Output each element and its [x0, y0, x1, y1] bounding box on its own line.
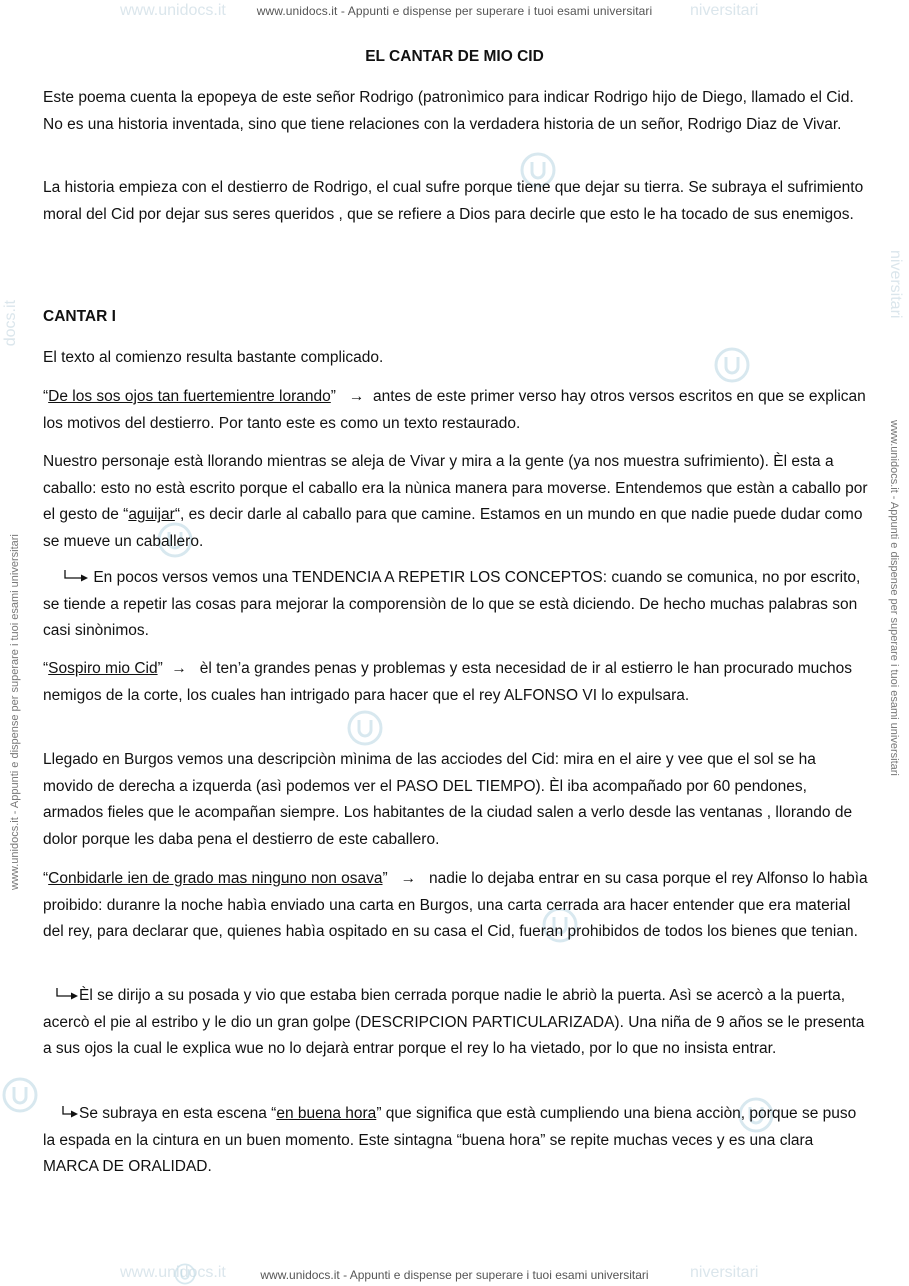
arrow-right-icon: →: [171, 660, 187, 677]
watermark-ghost-text: niversitari: [887, 250, 904, 319]
watermark-header: www.unidocs.it - Appunti e dispense per superare i tuoi esami universitari: [256, 4, 653, 18]
paragraph-burgos: Llegado en Burgos vemos una descripciòn mìnima de las acciodes del Cid: mira en el aire y vee que el sol se ha movido de derecha a izquerda (asì podemos ver el PASO DEL TIEMPO). Èl iba acompañado por 60 pendones, armados fieles que le acompañan siempre. Los habitantes de la ciudad salen a verlo desde las ventanas , llorando de dolor porque les daba pena el destierro de este caballero.: [43, 751, 853, 848]
open-quote: “: [43, 388, 49, 405]
paragraph-text: nadie lo dejaba entrar en su casa porque el rey Alfonso lo habìa proibido: duranre la noche habìa enviado una carta en Burgos, una carta cerrada ara hacer entender que era material del rey, para declarar que, quienes habìa ospitado en su casa el Cid, fueran prohibidos de todos los bienes que tenian.: [43, 870, 868, 941]
watermark-ghost-text: niversitari: [690, 2, 759, 19]
open-quote: “: [43, 660, 49, 677]
paragraph-quote-sospiro: [43, 656, 869, 709]
paragraph-text: Se subraya en esta escena “: [79, 1105, 277, 1122]
elbow-arrow-icon: [43, 988, 79, 1002]
paragraph-buena-hora: [43, 1101, 869, 1181]
paragraph-llorando: [43, 449, 869, 555]
paragraph-text: Èl se dirijo a su posada y vio que estaba bien cerrada porque nadie le abriò la puerta. Asì se acercò a la puerta, acercò el pie al estribo y le dio un gran golpe (DESCRIPCION PARTICULARIZADA). Una niña de 9 años se le presenta a sus ojos la cual le explica wue no lo dejarà entrar porque el rey lo ha vietado, por lo que no insista entrar.: [43, 987, 865, 1058]
paragraph-text: antes de este primer verso hay otros versos escritos en que se explican los motivos del destierro. Por tanto este es como un texto restaurado.: [43, 388, 866, 432]
quoted-verse: Sospiro mio Cid: [48, 660, 158, 677]
underlined-term: en buena hora: [276, 1105, 377, 1122]
watermark-side-right: www.unidocs.it - Appunti e dispense per superare i tuoi esami universitari: [888, 420, 900, 776]
unidocs-logo-icon: [0, 1075, 40, 1115]
paragraph-quote-ojos: [43, 384, 869, 437]
intro-paragraph: Este poema cuenta la epopeya de este señor Rodrigo (patronìmico para indicar Rodrigo hijo de Diego, llamado el Cid. No es una historia inventada, sino que tiene relaciones con la verdadera historia de un señor, Rodrigo Diaz de Vivar.: [43, 89, 854, 133]
arrow-right-icon: →: [348, 388, 365, 405]
elbow-arrow-icon: [43, 570, 89, 584]
paragraph-text: En pocos versos vemos una TENDENCIA A REPETIR LOS CONCEPTOS: cuando se comunica, no por escrito, se tiende a repetir las cosas para mejorar la comporensiòn de lo que se està diciendo. De hecho muchas palabras son casi sinònimos.: [43, 569, 861, 640]
watermark-footer: www.unidocs.it - Appunti e dispense per superare i tuoi esami universitari: [260, 1268, 649, 1282]
close-quote: ”: [157, 660, 163, 677]
paragraph-text: ” que significa que està cumpliendo una biena acciòn, porque se puso la espada en la cintura en un buen momento. Este sintagna “buena hora” se repite muchas veces y es una clara MARCA DE ORALIDAD.: [43, 1105, 857, 1176]
open-quote: “: [43, 870, 49, 887]
close-quote: ”: [382, 870, 388, 887]
quoted-verse: De los sos ojos tan fuertemientre lorando: [48, 388, 331, 405]
paragraph-quote-conbidarle: [43, 866, 869, 946]
document-title: EL CANTAR DE MIO CID: [365, 48, 544, 65]
section-heading: CANTAR I: [43, 308, 116, 325]
paragraph-posada: [43, 983, 869, 1063]
underlined-term: aguijar: [128, 506, 175, 524]
paragraph-complicado: El texto al comienzo resulta bastante complicado.: [43, 349, 384, 366]
watermark-ghost-text: docs.it: [2, 300, 19, 347]
elbow-arrow-icon: [43, 1106, 79, 1120]
paragraph-text: èl ten’a grandes penas y problemas y esta necesidad de ir al estierro le han procurado muchos nemigos de la corte, los cuales han intrigado para hacer que el rey ALFONSO VI lo expulsara.: [43, 660, 853, 704]
intro-paragraph: La historia empieza con el destierro de Rodrigo, el cual sufre porque tiene que dejar su tierra. Se subraya el sufrimiento moral del Cid por dejar sus seres queridos , que se refiere a Dios para decirle que esto le ha tocado de sus enemigos.: [43, 179, 864, 223]
watermark-side-left: www.unidocs.it - Appunti e dispense per superare i tuoi esami universitari: [9, 534, 21, 890]
unidocs-logo-icon: [345, 708, 385, 748]
quoted-verse: Conbidarle ien de grado mas ninguno non osava: [48, 870, 383, 887]
watermark-ghost-text: www.unidocs.it: [120, 2, 226, 19]
paragraph-tendencia: [43, 565, 869, 645]
arrow-right-icon: →: [400, 870, 417, 887]
paragraph-text: “, es decir darle al caballo para que camine. Estamos en un mundo en que nadie puede dudar como se mueve un caballero.: [43, 506, 863, 550]
watermark-ghost-text: niversitari: [690, 1264, 759, 1281]
unidocs-logo-icon: [170, 1262, 200, 1286]
paragraph-text: Nuestro personaje està llorando mientras se aleja de Vivar y mira a la gente (ya nos muestra sufrimiento). Èl esta a caballo: esto no està escrito porque el caballo era la nùnica manera para moverse. Entendemos que estàn a caballo por el gesto de “: [43, 453, 868, 524]
watermark-ghost-text: www.unidocs.it: [120, 1264, 226, 1281]
close-quote: ”: [330, 388, 336, 405]
